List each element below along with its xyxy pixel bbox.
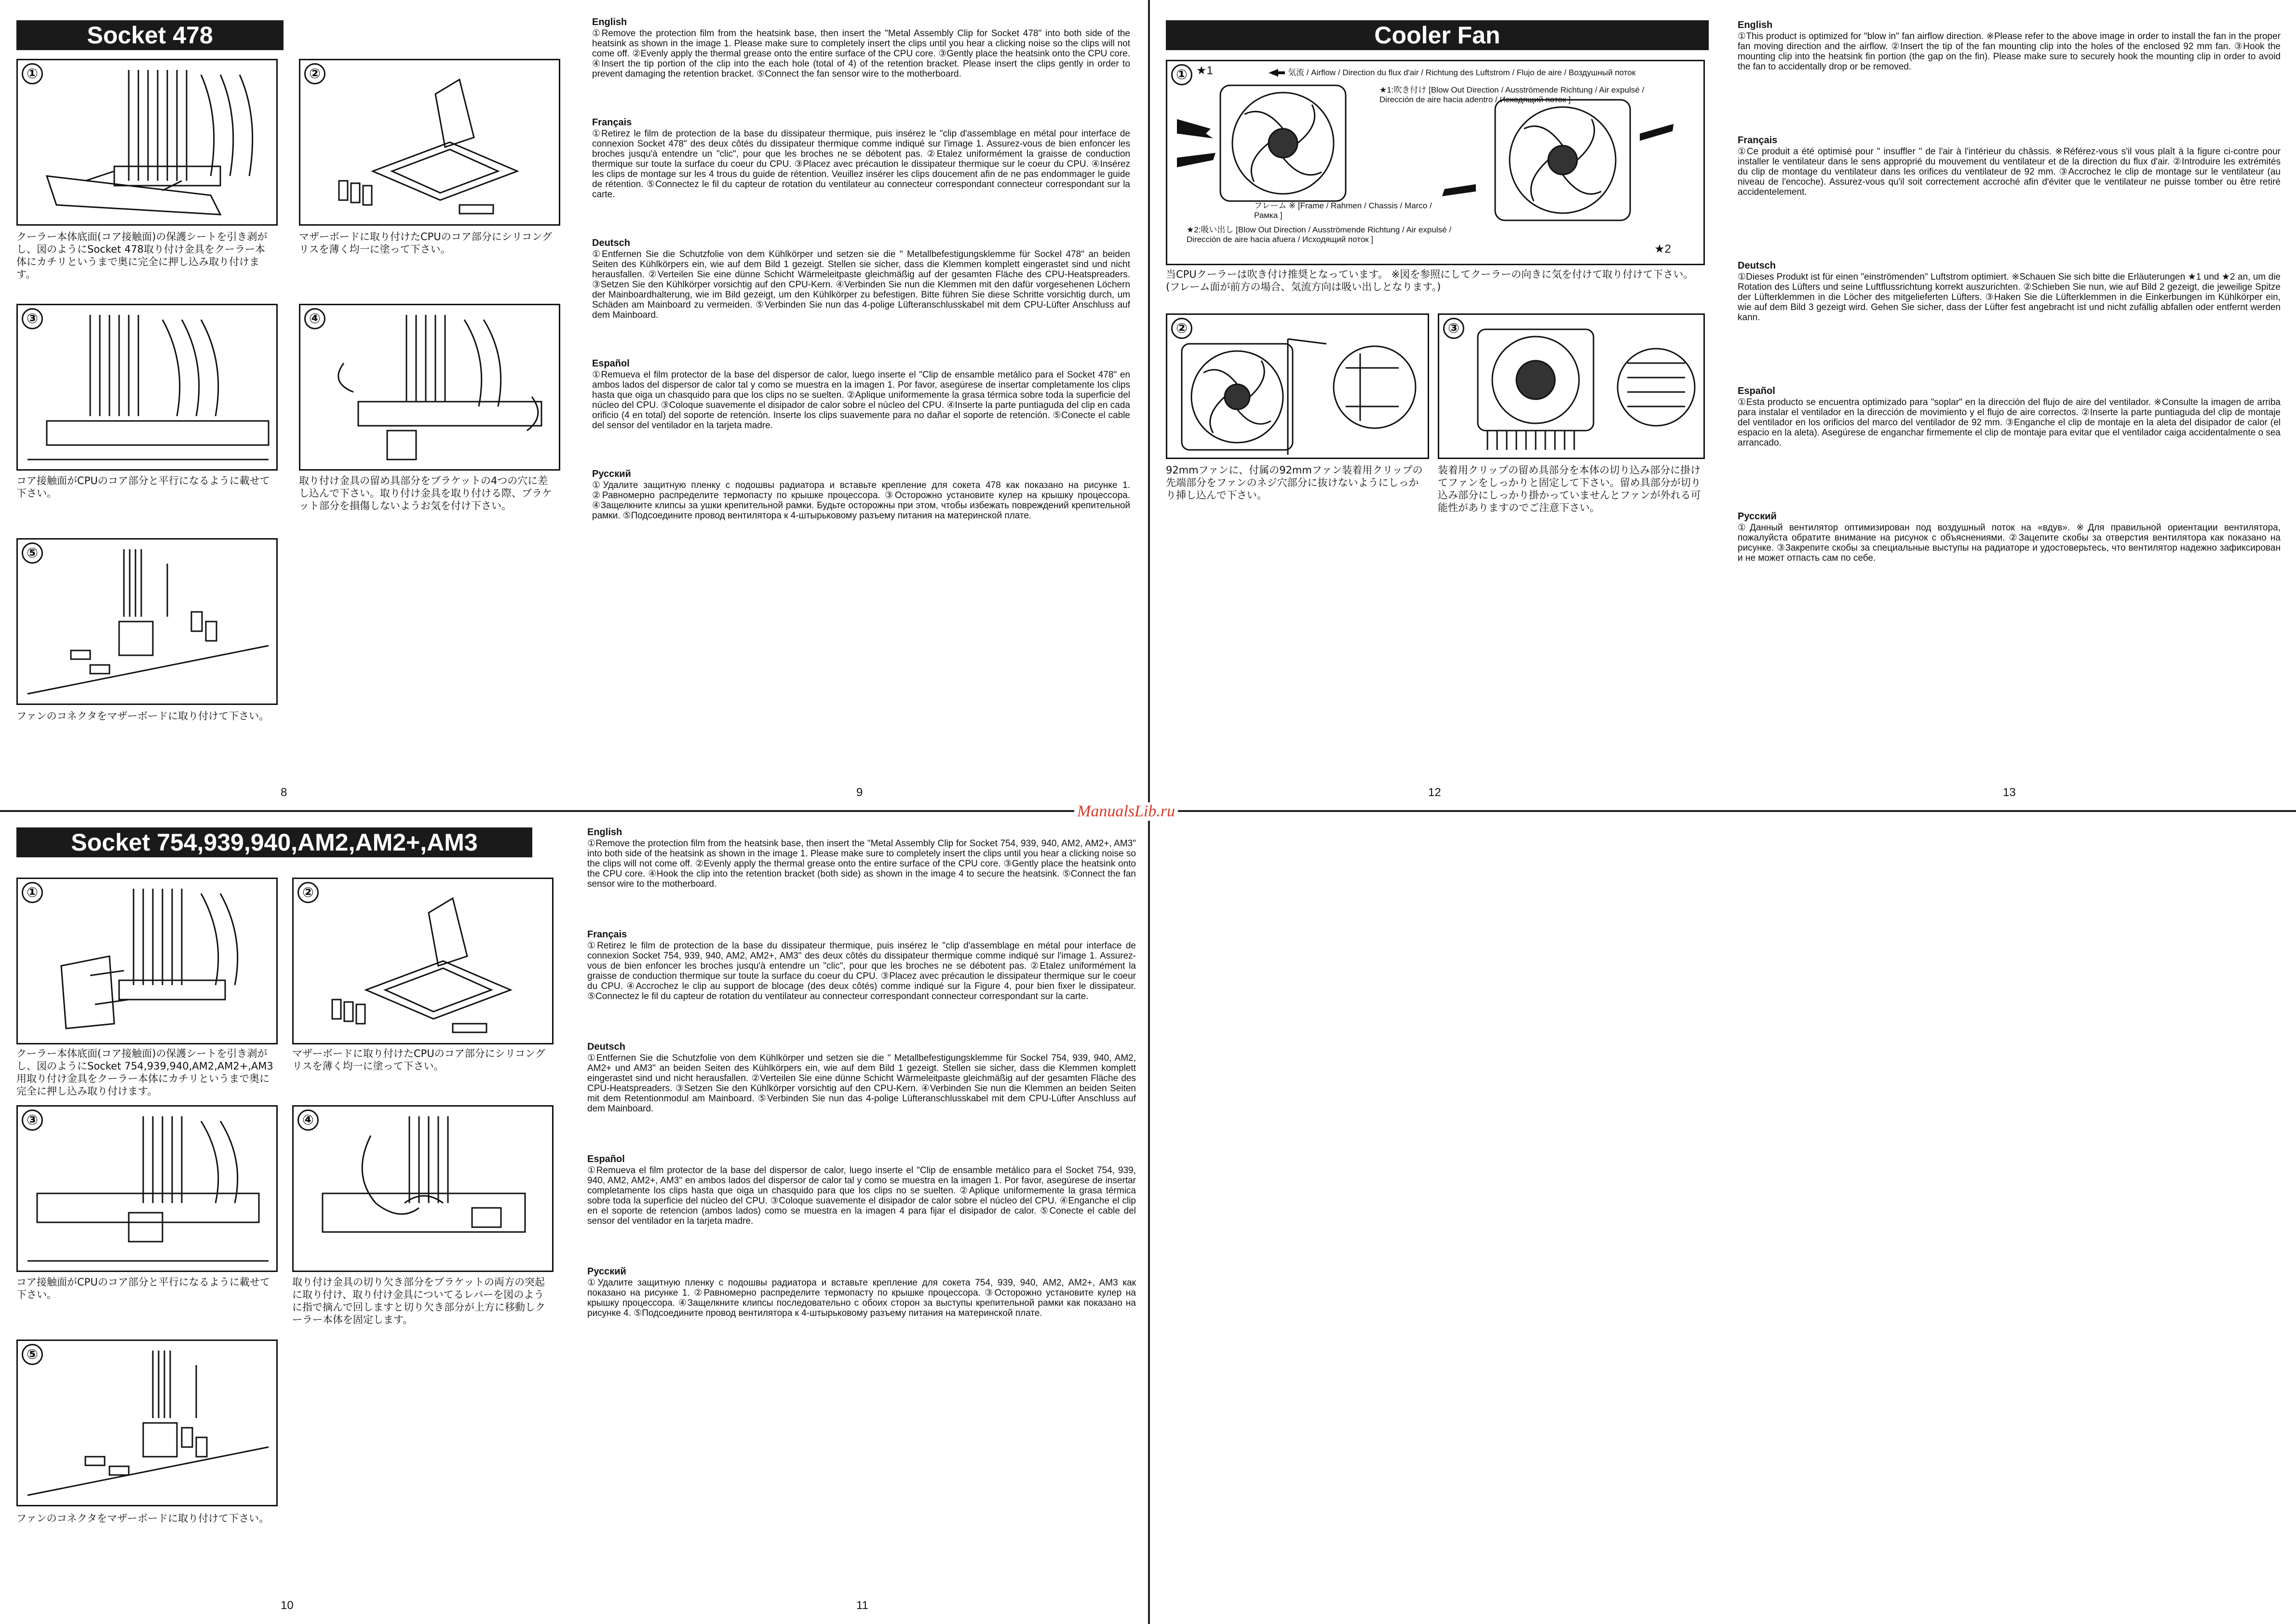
lang-heading-fr: Français: [1738, 135, 1778, 146]
star-2-label: ★2: [1654, 243, 1671, 256]
step-number: ③: [1443, 318, 1464, 339]
page8-title: Socket 478: [16, 20, 284, 50]
page10-caption-5: ファンのコネクタをマザーボードに取り付けて下さい。: [16, 1513, 270, 1524]
page-number-13: 13: [2003, 786, 2016, 799]
instructions-ru: ①Удалите защитную пленку с подошвы радиатора и вставьте крепление для сокета 478 как показано на рисунке 1. ②Равномерно распределите термопасту по крышке процессора. ③Осторожно установите кулер на крышку процессора. ④Защелкните клипсы за ушки крепительной рамки. Будьте осторожны при этом, чтобы избежать повреждений крепительной рамки. ⑤Подсоедините провод вентилятора к 4-штырьковому разъему питания на материнской плате.: [592, 480, 1130, 521]
page12-figure-3: [1438, 313, 1705, 459]
page-number-10: 10: [281, 1599, 294, 1612]
page8-figure-4: [299, 304, 560, 471]
lang-heading-fr: Français: [587, 929, 627, 940]
page8-figure-2: [299, 59, 560, 226]
page8-caption-4: 取り付け金具の留め具部分をブラケットの4つの穴に差し込んで下さい。取り付け金具を取り付ける際、ブラケット部分を損傷しないようお気を付け下さい。: [299, 475, 552, 512]
page8-caption-2: マザーボードに取り付けたCPUのコア部分にシリコングリスを薄く均一に塗って下さい。: [299, 231, 552, 255]
page8-caption-1: クーラー本体底面(コア接触面)の保護シートを引き剥がし、図のようにSocket 478取り付け金具をクーラー本体にカチリというまで奥に完全に押し込み取り付けます。: [16, 231, 268, 280]
page12-figure-1: [1166, 60, 1705, 265]
instructions-es: ①Remueva el film protector de la base del dispersor de calor, luego inserte el "Clip de ensamble metálico para el Socket 754, 939, 940, AM2, AM2+, AM3" en ambos lados del dispersor de calor tal y como se muestra en la imagen 1. Por favor, asegúrese de insertar completamente los clips hasta que oiga un chasquido para que los clips no se suelten. ②Aplique uniformemente la grasa térmica sobre toda la superficie del núcleo del CPU. ③Coloque suavemente el disipador de calor sobre el núcleo del CPU. ④Enganche el clip en el soporte de retencion (ambos lados) como se muestra en la imagen 4 para fijar el disipador de calor. ⑤Conecte el cable del sensor del ventilador en la tarjeta madre.: [587, 1165, 1136, 1226]
lang-heading-es: Español: [587, 1154, 625, 1164]
instructions-en: ①This product is optimized for "blow in" fan airflow direction. ※Please refer to the above image in order to install the fan in the proper fan moving direction and the airflow. ②Insert the tip of the fan mounting clip into the holes of the enclosed 92 mm fan. ③Hook the mounting clip into the heatsink fin portion (the gap on the fin). Please make sure to securely hook the mounting clip in order to avoid the fan to accidentally drop or be removed.: [1738, 31, 2281, 72]
instructions-en: ①Remove the protection film from the heatsink base, then insert the "Metal Assembly Clip for Socket 478" into both side of the heatsink as shown in the image 1. Please make sure to completely insert the clips until you hear a clicking noise so the clips will not come off. ②Evenly apply the thermal grease onto the entire surface of the CPU core. ③Gently place the heatsink onto the CPU core. ④Insert the tip portion of the clip into the each hole (total of 4) of the retention bracket. Please insert the clips gently in order to prevent damaging the retention bracket. ⑤Connect the fan sensor wire to the motherboard.: [592, 28, 1130, 79]
page10-figure-2: [292, 878, 554, 1044]
fan-connector-illustration: [18, 1341, 276, 1505]
thermal-paste-illustration: [300, 60, 559, 224]
page-number-9: 9: [856, 786, 863, 799]
lang-heading-ru: Русский: [587, 1266, 626, 1277]
page10-figure-1: [16, 878, 278, 1044]
watermark: ManualsLib.ru: [1074, 802, 1178, 821]
page10-caption-4: 取り付け金具の切り欠き部分をブラケットの両方の突起に取り付け、取り付け金具についてるレバーを図のように指で摘んで回しますと切り欠き部分が上方に移動しクーラー本体を固定します。: [292, 1276, 545, 1326]
page10-figure-4: [292, 1105, 554, 1272]
thermal-paste-illustration: [294, 879, 552, 1043]
lang-heading-fr: Français: [592, 117, 632, 128]
page8-caption-3: コア接触面がCPUのコア部分と平行になるように載せて下さい。: [16, 475, 270, 499]
lang-heading-en: English: [587, 827, 622, 838]
page12-note: 当CPUクーラーは吹き付け推奨となっています。 ※図を参照にしてクーラーの向きに気を付けて取り付けて下さい。(フレーム面が前方の場合、気流方向は吸い出しとなります。): [1166, 269, 1694, 293]
page12-figure-2: [1166, 313, 1429, 459]
instructions-es: ①Esta producto se encuentra optimizado para "soplar" en la dirección del flujo de aire del ventilador. ※Consulte la imagen de arriba para instalar el ventilador en la dirección de movimiento y el flujo de aire correctos. ②Inserte la parte puntiaguda del clip de montaje del ventilador en los orificios del marco del ventilador de 92 mm. ③Enganche el clip de montaje en la aleta del disipador de calor (el espacio en la aleta). Asegúrese de enganchar firmemente el clip de montaje para evitar que el ventilador caiga accidentalmente o sea arrancado.: [1738, 397, 2281, 448]
page13-text: [1738, 20, 2281, 616]
instructions-de: ①Dieses Produkt ist für einen "einströmenden" Luftstrom optimiert. ※Schauen Sie sich bitte die Erläuterungen ★1 und ★2 an, um die Rotation des Lüfters und seine Luftflussrichtung korrekt auszurichten. ②Schieben Sie nun, wie auf Bild 2 gezeigt, die jeweilige Spitze der Lüfterklemmen in die Löcher des mitgelieferten Lüfters. ③Haken Sie die Lüfterklemmen in die Einkerbungen im Kühlkörper ein, wie auf dem Bild 3 gezeigt wird. Gehen Sie sicher, dass der Lüfter fest angebracht ist und nicht zufällig abfallen oder entfernt werden kann.: [1738, 272, 2281, 323]
step-number: ③: [22, 308, 43, 329]
step-number: ②: [304, 63, 325, 84]
page9-text: [592, 17, 1130, 574]
fan-connector-illustration: [18, 540, 276, 704]
fan-mount-on-heatsink-illustration: [1439, 315, 1703, 458]
heatsink-clip-illustration: [18, 879, 276, 1043]
page10-title: Socket 754,939,940,AM2,AM2+,AM3: [16, 827, 532, 857]
page10-caption-3: コア接触面がCPUのコア部分と平行になるように載せて下さい。: [16, 1276, 270, 1300]
star-1-label: ★1: [1196, 64, 1213, 77]
heatsink-clip-illustration: [18, 60, 276, 224]
instructions-ru: ①Данный вентилятор оптимизирован под воздушный поток на «вдув». ※Для правильной ориентации вентилятора, пожалуйста обратите внимание на рисунок с объяснениями. ②Зацепите скобы за отверстия вентилятора как показано на рисунке. ③Закрепите скобы за специальные выступы на радиаторе и удостоверьтесь, что вентилятор надежно зафиксирован и не может отпасть сам по себе.: [1738, 523, 2281, 563]
instructions-de: ①Entfernen Sie die Schutzfolie von dem Kühlkörper und setzen sie die " Metallbefestigungsklemme für Sockel 478" an beiden Seiten des Kühlkörpers ein, wie auf dem Bild 1 gezeigt. Stellen sie sicher, dass die Klemmen komplett eingerastet sind und nicht herausfallen. ②Verteilen Sie eine dünne Schicht Wärmeleitpaste gleichmäßig auf der gesamten Fläche des CPU-Heatspreaders. ③Setzen Sie den Kühlkörper vorsichtig auf den CPU-Kern. ④Verbinden Sie nun die Klemmen mit den dafür vorgesehenen Löchern der Mainboardhalterung, wie im Bild gezeigt, um den Kühlkörper zu befestigen. Bitte führen Sie diese Schritte vorsichtig durch, um Schäden am Mainboard zu vermeiden. ⑤Verbinden Sie nun das 4-polige Lüfteranschlusskabel mit dem CPU-Lüfter Anschluss auf dem Mainboard.: [592, 249, 1130, 320]
instructions-ru: ①Удалите защитную пленку с подошвы радиатора и вставьте крепление для сокета 754, 939, 940, AM2, AM2+, AM3 как показано на рисунке 1. ②Равномерно распределите термопасту по крышке процессора. ③Осторожно установите кулер на крышку процессора. ④Защелкните клипсы последовательно с обоих сторон за выступы крепительной рамки как показано на рисунке 4. ⑤Подсоедините провод вентилятора к 4-штырьковому разъему питания на материнской плате.: [587, 1278, 1136, 1318]
lang-heading-ru: Русский: [1738, 511, 1777, 522]
page11-text: [587, 827, 1136, 1371]
page8-figure-3: [16, 304, 278, 471]
page12-title: Cooler Fan: [1166, 20, 1709, 50]
step-number: ①: [1171, 64, 1192, 85]
step-number: ①: [22, 63, 43, 84]
heatsink-placement-illustration: [18, 1107, 276, 1271]
page12-caption-2: 92mmファンに、付属の92mmファン装着用クリップの先端部分をファンのネジ穴部分に抜けないようにしっかり挿し込んで下さい。: [1166, 464, 1423, 501]
lang-heading-de: Deutsch: [587, 1042, 625, 1052]
page10-figure-3: [16, 1105, 278, 1272]
instructions-de: ①Entfernen Sie die Schutzfolie von dem Kühlkörper und setzen sie die " Metallbefestigungsklemme für Sockel 754, 939, 940, AM2, AM2+ und AM3" an beiden Seiten des Kühlkörpers ein, wie auf dem Bild 1 gezeigt. Stellen sie sicher, dass die Klemmen komplett eingerastet sind und nicht herausfallen. ②Verteilen Sie eine dünne Schicht Wärmeleitpaste gleichmäßig auf der gesamten Fläche des CPU-Heatspreaders. ③Setzen Sie den Kühlkörper vorsichtig auf den CPU-Kern. ④Verbinden Sie nun die Klemmen an beiden Seiten mit dem Retentionmodul am Mainboard. ⑤Verbinden Sie nun das 4-polige Lüfteranschlusskabel mit dem CPU-Lüfter Anschluss auf dem Mainboard.: [587, 1053, 1136, 1114]
instructions-fr: ①Ce produit a été optimisé pour " insuffler " de l'air à l'intérieur du châssis. ※Référez-vous s'il vous plaît à la figure ci-contre pour installer le ventilateur dans le sens approprié du mouvement du ventilateur et de la direction du flux d'air. ②Introduire les extrémités du clip de montage du ventilateur dans les orifices du ventilateur de 92 mm. ③Accrochez le clip de montage sur le ventilateur (au niveau de l'encoche). Assurez-vous qu'il soit correctement accroché afin d'éviter que le ventilateur ne puisse tomber ou être retiré accidentelement.: [1738, 147, 2281, 197]
page-number-11: 11: [856, 1599, 868, 1612]
airflow-label: 気流 / Airflow / Direction du flux d'air / Richtung des Luftstrom / Flujo de aire / Воздушный поток: [1288, 68, 1636, 77]
step-number: ⑤: [22, 1344, 43, 1365]
step-number: ④: [297, 1110, 319, 1131]
instructions-fr: ①Retirez le film de protection de la base du dissipateur thermique, puis insérez le "clip d'assemblage en métal pour interface de connexion Socket 754, 939, 940, AM2, AM2+, AM3" des deux côtés du dissipateur thermique comme indiqué sur l'image 1. Assurez-vous de bien enfoncer les broches jusqu'à entendre un "clic", pour que les broches ne se débotent pas. ②Etalez uniformément la graisse de conduction thermique sur toute la surface du coeur du CPU. ③Placez avec précaution le dissipateur thermique sur le coeur du CPU. ④Accrochez le clip au support de blocage (des deux côtés) comme indiqué sur la Figure 4, pour bien fixer le dissipateur. ⑤Connectez le fil du capteur de rotation du ventilateur au connecteur correspondant connecteur correspondant sur la carte.: [587, 941, 1136, 1001]
heatsink-placement-illustration: [18, 305, 276, 469]
step-number: ③: [22, 1110, 43, 1131]
page8-figure-1: [16, 59, 278, 226]
lang-heading-es: Español: [1738, 386, 1775, 396]
frame-label: フレーム ※ [Frame / Rahmen / Chassis / Marco / Рамка ]: [1254, 201, 1432, 220]
lang-heading-en: English: [1738, 20, 1773, 30]
page-number-8: 8: [281, 786, 287, 799]
instructions-fr: ①Retirez le film de protection de la base du dissipateur thermique, puis insérez le "clip d'assemblage en métal pour interface de connexion Socket 478" des deux côtés du dissipateur thermique comme indiqué sur l'image 1. Assurez-vous de bien enfoncer les broches jusqu'à entendre un "clic", pour que les broches ne se débotent pas. ②Etalez uniformément la graisse de conduction thermique sur toute la surface du coeur du CPU. ③Placez avec précaution le dissipateur thermique sur le coeur du CPU. ④Insérez les clips de montage sur les 4 trous du guide de rétention. Veuillez insérer les clips doucement afin de ne pas endommager le guide de rétention. ⑤Connectez le fil du capteur de rotation du ventilateur au connecteur correspondant connecteur correspondant sur la carte.: [592, 129, 1130, 200]
lang-heading-de: Deutsch: [1738, 260, 1776, 271]
step-number: ②: [1171, 318, 1192, 339]
lang-heading-de: Deutsch: [592, 238, 630, 248]
page12-caption-3: 装着用クリップの留め具部分を本体の切り込み部分に掛けてファンをしっかりと固定して下さい。留め具部分が切り込み部分にしっかり掛かっていませんとファンが外れる可能性がありますのでご注意下さい。: [1438, 464, 1701, 514]
blow-in-label: ★1:吹き付け [Blow Out Direction / Ausströmende Richtung / Air expulsé / Dirección de aire hacia adentro / Исходящий поток ]: [1379, 85, 1645, 104]
page8-caption-5: ファンのコネクタをマザーボードに取り付けて下さい。: [16, 710, 270, 722]
page10-caption-2: マザーボードに取り付けたCPUのコア部分にシリコングリスを薄く均一に塗って下さい。: [292, 1048, 545, 1072]
instructions-es: ①Remueva el film protector de la base del dispersor de calor, luego inserte el "Clip de ensamble metálico para el Socket 478" en ambos lados del dispersor de calor tal y como se muestra en la imagen 1. Por favor, asegúrese de insertar completamente los clips hasta que oiga un chasquido para que los clips no se suelten. ②Aplique uniformemente la grasa térmica sobre toda la superficie del núcleo del CPU. ③Coloque suavemente el disipador de calor sobre el núcleo del CPU. ④Inserte la parte puntiaguda del clip en cada orificio (4 en total) del soporte de retención. Inserte los clips suavemente para no dañar el soporte de retención. ⑤Conecte el cable del sensor del ventilador en la tarjeta madre.: [592, 370, 1130, 431]
instructions-en: ①Remove the protection film from the heatsink base, then insert the "Metal Assembly Clip for Socket 754, 939, 940, AM2, AM2+, AM3" into both side of the heatsink as shown in the image 1. Please make sure to completely insert the clips until you hear a clicking noise so the clips will not come off. ②Evenly apply the thermal grease onto the entire surface of the CPU core. ③Gently place the heatsink onto the CPU core. ④Hook the clip into the retention bracket (both side) as shown in the image 4 to secure the heatsink. ⑤Connect the fan sensor wire to the motherboard.: [587, 839, 1136, 889]
step-number: ①: [22, 882, 43, 903]
lang-heading-ru: Русский: [592, 469, 631, 479]
page-number-12: 12: [1428, 786, 1441, 799]
fan-clip-insertion-illustration: [1167, 315, 1428, 458]
clip-insertion-illustration: [300, 305, 559, 469]
step-number: ④: [304, 308, 325, 329]
lang-heading-es: Español: [592, 358, 630, 369]
blow-out-label: ★2:吸い出し [Blow Out Direction / Ausströmende Richtung / Air expulsé / Dirección de aire hacia afuera / Исходящий поток ]: [1187, 225, 1452, 244]
page10-caption-1: クーラー本体底面(コア接触面)の保護シートを引き剥がし、図のようにSocket 754,939,940,AM2,AM2+,AM3用取り付け金具をクーラー本体にカチリというまで奥に完全に押し込み取り付けます。: [16, 1048, 273, 1097]
page8-figure-5: [16, 538, 278, 705]
step-number: ⑤: [22, 542, 43, 564]
clip-lever-illustration: [294, 1107, 552, 1271]
lang-heading-en: English: [592, 17, 627, 27]
page10-figure-5: [16, 1340, 278, 1506]
step-number: ②: [297, 882, 319, 903]
